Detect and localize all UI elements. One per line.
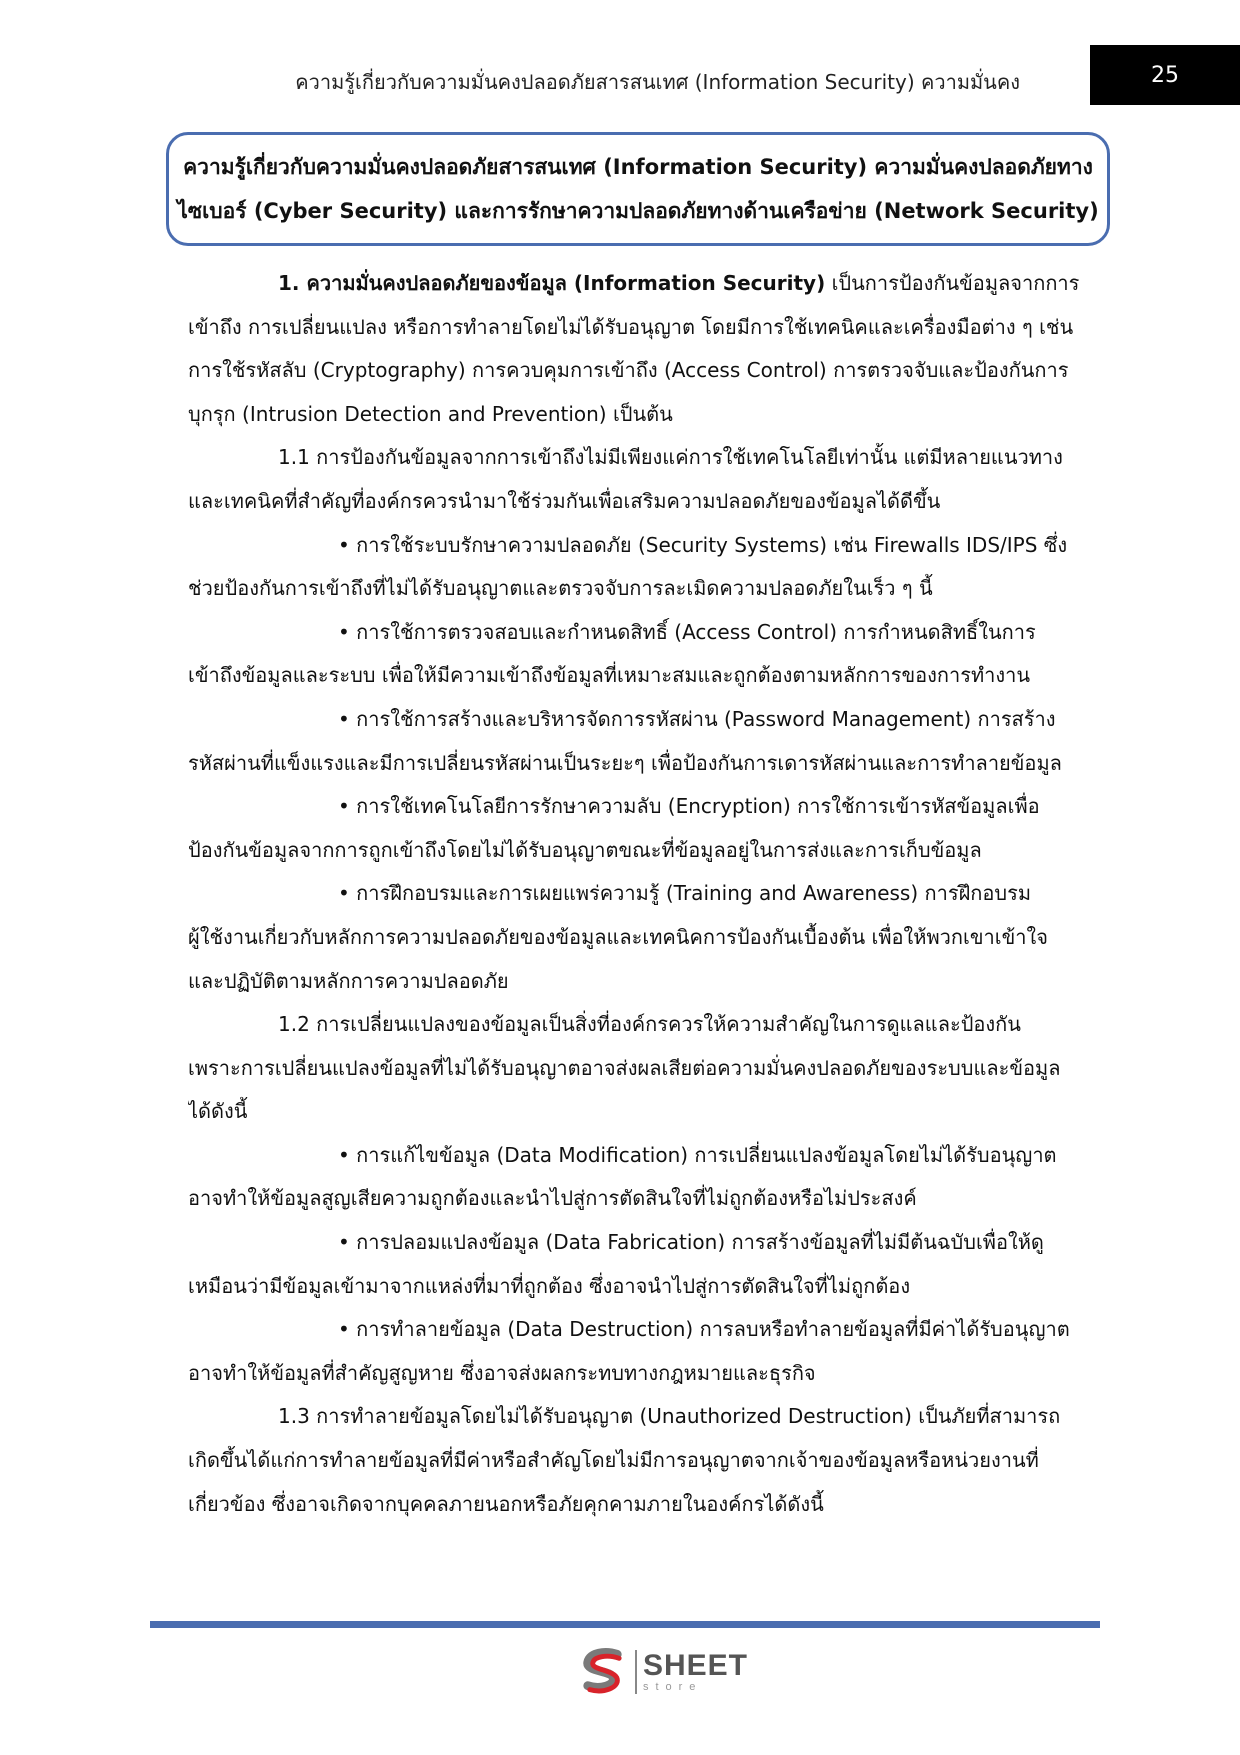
logo-text [635,1650,748,1694]
logo-word: SHEET [642,1649,748,1682]
body-text [188,262,1092,1526]
footer-rule [150,1621,1100,1628]
paragraph-line: เข้าถึง การเปลี่ยนแปลง หรือการทำลายโดยไม่ได้รับอนุญาต โดยมีการใช้เทคนิคและเครื่องมือต่าง ๆ เช่น [188,314,1074,339]
title-line-1: ความรู้เกี่ยวกับความมั่นคงปลอดภัยสารสนเทศ (Information Security) ความมั่นคงปลอดภัยทาง [183,155,1093,179]
subsection-line: 1.1 การป้องกันข้อมูลจากการเข้าถึงไม่มีเพียงแค่การใช้เทคโนโลยีเท่านั้น แต่มีหลายแนวทาง [278,445,1063,470]
bullet-item: • การทำลายข้อมูล (Data Destruction) การลบหรือทำลายข้อมูลที่มีค่าได้รับอนุญาต [338,1317,1070,1342]
title-line-2: ไซเบอร์ (Cyber Security) และการรักษาความปลอดภัยทางด้านเครือข่าย (Network Security) [177,199,1099,223]
bullet-continuation: รหัสผ่านที่แข็งแรงและมีการเปลี่ยนรหัสผ่านเป็นระยะๆ เพื่อป้องกันการเดารหัสผ่านและการทำลายข้อมูล [188,750,1062,775]
bullet-continuation: เข้าถึงข้อมูลและระบบ เพื่อให้มีความเข้าถึงข้อมูลที่เหมาะสมและถูกต้องตามหลักการของการทำงาน [188,663,1031,688]
paragraph-line: ได้ดังนี้ [188,1099,248,1124]
bullet-item: • การปลอมแปลงข้อมูล (Data Fabrication) การสร้างข้อมูลที่ไม่มีต้นฉบับเพื่อให้ดู [338,1230,1044,1255]
bullet-item: • การใช้ระบบรักษาความปลอดภัย (Security Systems) เช่น Firewalls IDS/IPS ซึ่ง [338,532,1068,557]
s-logo-icon [578,1646,629,1698]
paragraph-line: เกิดขึ้นได้แก่การทำลายข้อมูลที่มีค่าหรือสำคัญโดยไม่มีการอนุญาตจากเจ้าของข้อมูลหรือหน่วยงานที่ [188,1448,1039,1473]
title-box [166,132,1110,246]
bullet-continuation: อาจทำให้ข้อมูลสูญเสียความถูกต้องและนำไปสู่การตัดสินใจที่ไม่ถูกต้องหรือไม่ประสงค์ [188,1186,917,1211]
bullet-continuation: ช่วยป้องกันการเข้าถึงที่ไม่ได้รับอนุญาตและตรวจจับการละเมิดความปลอดภัยในเร็ว ๆ นี้ [188,576,933,601]
bullet-continuation: เหมือนว่ามีข้อมูลเข้ามาจากแหล่งที่มาที่ถูกต้อง ซึ่งอาจนำไปสู่การตัดสินใจที่ไม่ถูกต้อง [188,1273,911,1298]
bullet-item: • การแก้ไขข้อมูล (Data Modification) การเปลี่ยนแปลงข้อมูลโดยไม่ได้รับอนุญาต [338,1142,1057,1167]
paragraph-line: เพราะการเปลี่ยนแปลงข้อมูลที่ไม่ได้รับอนุญาตอาจส่งผลเสียต่อความมั่นคงปลอดภัยของระบบและข้อมูล [188,1055,1061,1080]
paragraph-text: เป็นการป้องกันข้อมูลจากการ [825,271,1080,295]
sheet-store-logo [578,1646,748,1698]
running-header: ความรู้เกี่ยวกับความมั่นคงปลอดภัยสารสนเทศ (Information Security) ความมั่นคง [295,70,1020,94]
bullet-continuation: ผู้ใช้งานเกี่ยวกับหลักการความปลอดภัยของข้อมูลและเทคนิคการป้องกันเบื้องต้น เพื่อให้พวกเขาเข้าใจ [188,924,1048,949]
paragraph-line: บุกรุก (Intrusion Detection and Prevention) เป็นต้น [188,401,673,426]
paragraph-line: เกี่ยวข้อง ซึ่งอาจเกิดจากบุคคลภายนอกหรือภัยคุกคามภายในองค์กรได้ดังนี้ [188,1491,824,1516]
bullet-continuation: อาจทำให้ข้อมูลที่สำคัญสูญหาย ซึ่งอาจส่งผลกระทบทางกฎหมายและธุรกิจ [188,1360,816,1385]
bullet-item: • การฝึกอบรมและการเผยแพร่ความรู้ (Training and Awareness) การฝึกอบรม [338,881,1032,906]
logo-sub: store [642,1681,703,1693]
bullet-item: • การใช้การสร้างและบริหารจัดการรหัสผ่าน (Password Management) การสร้าง [338,706,1056,731]
page-number: 25 [1090,45,1240,105]
subsection-line: 1.2 การเปลี่ยนแปลงของข้อมูลเป็นสิ่งที่องค์กรควรให้ความสำคัญในการดูแลและป้องกัน [278,1012,1021,1037]
paragraph-line: การใช้รหัสลับ (Cryptography) การควบคุมการเข้าถึง (Access Control) การตรวจจับและป้องกันการ [188,358,1069,383]
bullet-continuation: ป้องกันข้อมูลจากการถูกเข้าถึงโดยไม่ได้รับอนุญาตขณะที่ข้อมูลอยู่ในการส่งและการเก็บข้อมูล [188,837,982,862]
bullet-continuation: และปฏิบัติตามหลักการความปลอดภัย [188,968,509,993]
section-heading: 1. ความมั่นคงปลอดภัยของข้อมูล (Information Security) [278,271,826,295]
bullet-item: • การใช้เทคโนโลยีการรักษาความลับ (Encryption) การใช้การเข้ารหัสข้อมูลเพื่อ [338,794,1040,819]
paragraph-line [188,262,1092,306]
subsection-line: 1.3 การทำลายข้อมูลโดยไม่ได้รับอนุญาต (Unauthorized Destruction) เป็นภัยที่สามารถ [278,1404,1061,1429]
bullet-item: • การใช้การตรวจสอบและกำหนดสิทธิ์ (Access Control) การกำหนดสิทธิ์ในการ [338,619,1036,644]
paragraph-line: และเทคนิคที่สำคัญที่องค์กรควรนำมาใช้ร่วมกันเพื่อเสริมความปลอดภัยของข้อมูลได้ดีขึ้น [188,488,941,513]
